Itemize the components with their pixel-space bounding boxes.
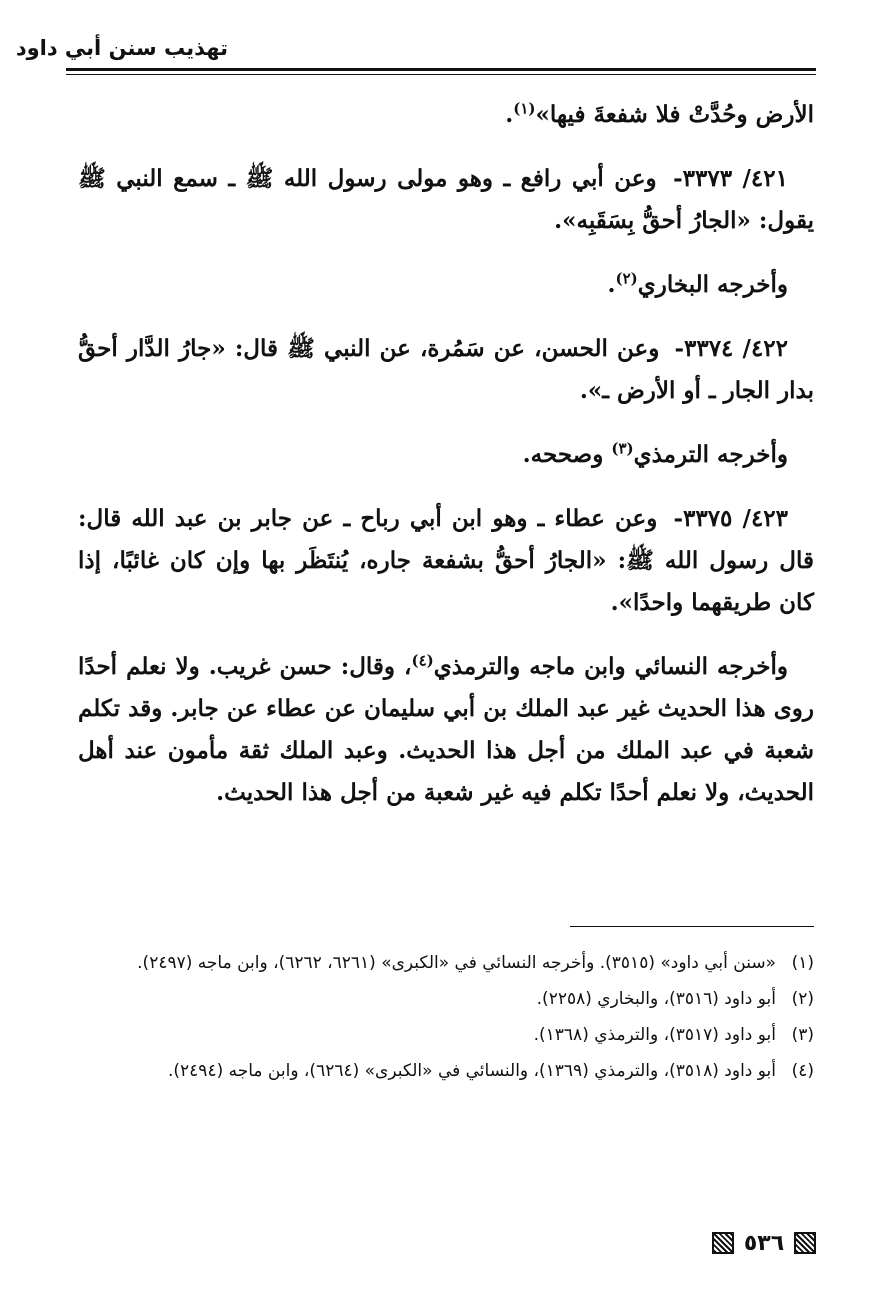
footnote-number: (٤)	[791, 1061, 814, 1081]
takhrij-note: وأخرجه النسائي وابن ماجه والترمذي$^{(٤)}$، وقال: حسن غريب. ولا نعلم أحدًا روى هذا الحديث غير عبد الملك بن أبي سليمان عن عطاء عن جابر. وقد تكلم شعبة في عبد الملك من أجل هذا الحديث. وعبد الملك ثقة مأمون عند أهل الحديث، ولا نعلم أحدًا تكلم فيه غير شعبة من أجل هذا الحديث.	[78, 651, 814, 806]
running-header-title: تهذيب سنن أبي داود	[15, 36, 228, 60]
paragraph-continuation: الأرض وحُدَّتْ فلا شفعةَ فيها»$^{(١)}$.	[505, 99, 814, 128]
footnotes	[78, 946, 814, 1090]
footnote-item	[78, 946, 814, 980]
hadith-number: ٤٢١/ ٣٣٧٣-	[673, 165, 788, 192]
ornament-icon	[794, 1232, 816, 1254]
hadith-422	[78, 328, 814, 412]
main-text	[78, 94, 814, 836]
footnote-text: أبو داود (٣٥١٦)، والبخاري (٢٢٥٨).	[536, 989, 776, 1009]
hadith-number: ٤٢٣/ ٣٣٧٥-	[673, 505, 788, 532]
hadith-text: وعن أبي رافع ـ وهو مولى رسول الله ﷺ ـ سمع النبي ﷺ يقول: «الجارُ أحقُّ بِسَقَبِه».	[78, 165, 814, 234]
hadith-text: وعن الحسن، عن سَمُرة، عن النبي ﷺ قال: «جارُ الدَّار أحقُّ بدار الجار ـ أو الأرض ـ».	[78, 335, 814, 404]
hadith-421	[78, 158, 814, 242]
footnote-text: أبو داود (٣٥١٧)، والترمذي (١٣٦٨).	[533, 1025, 776, 1045]
footnote-item	[78, 1018, 814, 1052]
takhrij-note: وأخرجه الترمذي$^{(٣)}$ وصححه.	[522, 439, 788, 468]
hadith-text: وعن عطاء ـ وهو ابن أبي رباح ـ عن جابر بن عبد الله قال: قال رسول الله ﷺ: «الجارُ أحقُّ بشفعة جاره، يُنتَظَر بها وإن كان غائبًا، إذا كان طريقهما واحدًا».	[78, 505, 814, 616]
hadith-423	[78, 498, 814, 624]
hadith-number: ٤٢٢/ ٣٣٧٤-	[674, 335, 788, 362]
footnote-text: «سنن أبي داود» (٣٥١٥). وأخرجه النسائي في «الكبرى» (٦٢٦١، ٦٢٦٢)، وابن ماجه (٢٤٩٧).	[137, 953, 776, 973]
header-rule-thick	[66, 68, 816, 71]
footnote-number: (١)	[791, 953, 814, 973]
footnote-ref: (٤)	[411, 651, 434, 670]
footnote-separator	[570, 926, 814, 927]
footnote-ref: (٣)	[611, 439, 634, 458]
ornament-icon	[712, 1232, 734, 1254]
footnote-item	[78, 1054, 814, 1088]
header-rule-thin	[66, 74, 816, 75]
page-number-text: ٥٣٦	[743, 1230, 785, 1256]
footnote-number: (٣)	[791, 1025, 814, 1045]
footnote-text: أبو داود (٣٥١٨)، والترمذي (١٣٦٩)، والنسائي في «الكبرى» (٦٢٦٤)، وابن ماجه (٢٤٩٤).	[168, 1061, 776, 1081]
footnote-number: (٢)	[791, 989, 814, 1009]
footnote-ref: (٢)	[615, 269, 638, 288]
takhrij-note: وأخرجه البخاري$^{(٢)}$.	[607, 269, 788, 298]
footnote-ref: (١)	[513, 99, 536, 118]
page-number	[712, 1228, 816, 1258]
footnote-item	[78, 982, 814, 1016]
